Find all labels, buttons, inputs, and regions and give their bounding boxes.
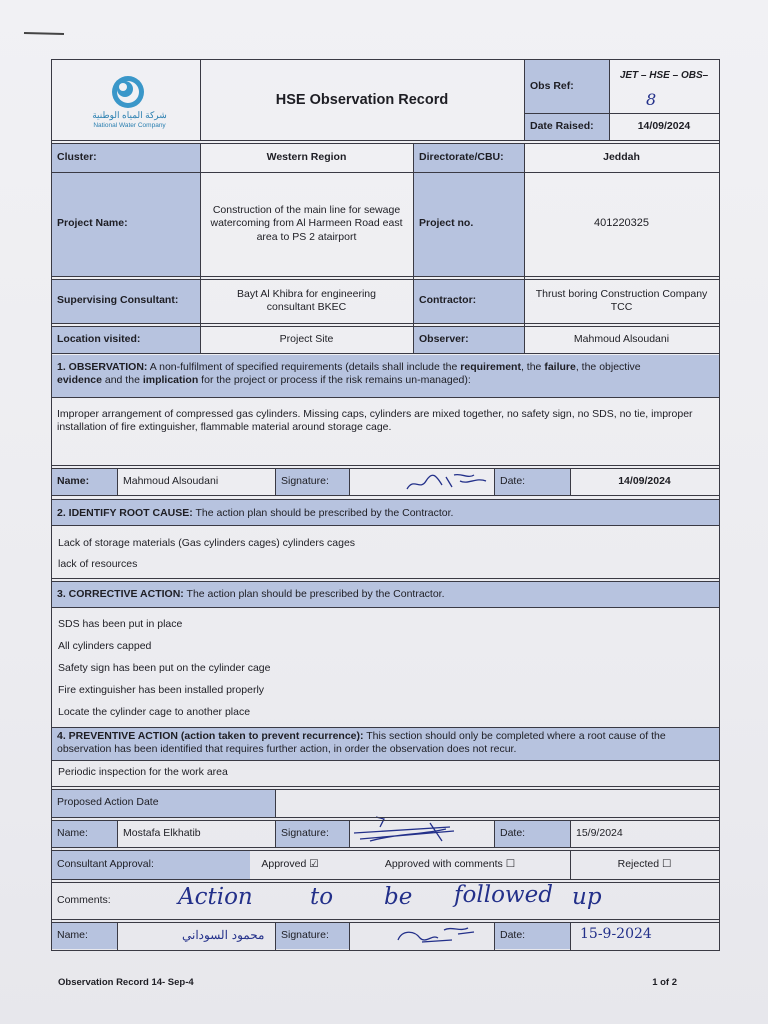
- preventive-name-value: Mostafa Elkhatib: [123, 826, 201, 839]
- approval-name-label: Name:: [51, 922, 117, 949]
- obs-ref-label: Obs Ref:: [524, 60, 609, 113]
- project-no-label: Project no.: [413, 172, 524, 276]
- preventive-signature: [350, 813, 460, 847]
- observation-text: Improper arrangement of compressed gas cylinders. Missing caps, cylinders are mixed together, no safety sign, no SDS, no tie, improper installation of fire extinguisher, flammable material around storage cage.: [57, 408, 693, 434]
- supervising-consultant-value: Bayt Al Khibra for engineering consultant BKEC: [237, 287, 376, 313]
- project-name-value: Construction of the main line for sewage watercoming from Al Harmeen Road east area to PS 2 atairport: [210, 204, 403, 243]
- directorate-value: Jeddah: [603, 150, 640, 163]
- preventive-text: Periodic inspection for the work area: [58, 766, 228, 778]
- comments-label: Comments:: [57, 894, 111, 907]
- logo: [57, 60, 200, 140]
- footer-document-id: Observation Record 14- Sep-4: [58, 977, 194, 988]
- root-cause-line: Lack of storage materials (Gas cylinders cages) cylinders cages: [58, 537, 356, 549]
- preventive-name-label: Name:: [51, 820, 117, 847]
- root-cause-line: lack of resources: [58, 558, 138, 570]
- approval-signature-label: Signature:: [275, 922, 349, 949]
- directorate-label: Directorate/CBU:: [413, 143, 524, 172]
- approved-with-comments-checkbox[interactable]: Approved with comments ☐: [384, 857, 516, 870]
- corrective-heading: 3. CORRECTIVE ACTION: The action plan should be prescribed by the Contractor.: [51, 581, 719, 607]
- approval-name-handwritten: محمود السوداني: [182, 928, 265, 942]
- logo-arabic-name: شركة المياه الوطنية: [92, 110, 167, 120]
- page-title: HSE Observation Record: [275, 91, 449, 108]
- logo-english-name: National Water Company: [93, 122, 166, 129]
- approval-signature: [392, 922, 482, 948]
- water-drop-logo-icon: [108, 72, 148, 112]
- root-cause-heading: 2. IDENTIFY ROOT CAUSE: The action plan should be prescribed by the Contractor.: [51, 500, 719, 525]
- comments-word: to: [310, 884, 334, 910]
- comments-word: up: [572, 884, 602, 910]
- consultant-approval-label: Consultant Approval:: [51, 850, 250, 879]
- observation-signature-label: Signature:: [275, 468, 349, 495]
- cluster-label: Cluster:: [51, 143, 200, 172]
- location-label: Location visited:: [51, 326, 200, 353]
- footer-page-number: 1 of 2: [652, 977, 677, 988]
- observation-signature: [402, 467, 492, 495]
- observer-value: Mahmoud Alsoudani: [573, 332, 670, 345]
- date-raised-value: 14/09/2024: [637, 119, 691, 132]
- approval-date-handwritten: 15-9-2024: [580, 926, 652, 942]
- supervising-consultant-label: Supervising Consultant:: [51, 279, 200, 323]
- contractor-label: Contractor:: [413, 279, 524, 323]
- preventive-heading: 4. PREVENTIVE ACTION (action taken to prevent recurrence): This section should only be completed where a root cause of the observation has been identified that requires further action, in order the observation does not recur.: [51, 727, 719, 760]
- approval-date-label: Date:: [494, 922, 570, 949]
- corrective-line: SDS has been put in place: [58, 618, 183, 630]
- project-no-value: 401220325: [593, 217, 650, 230]
- obs-ref-handwritten-number: 8: [646, 90, 657, 109]
- project-name-label: Project Name:: [51, 172, 200, 276]
- observation-date-label: Date:: [494, 468, 570, 495]
- corrective-line: All cylinders capped: [58, 640, 152, 652]
- observation-date-value: 14/09/2024: [618, 474, 671, 487]
- comments-word: Action: [178, 884, 253, 910]
- contractor-value: Thrust boring Construction Company TCC: [535, 287, 708, 313]
- preventive-signature-label: Signature:: [275, 820, 349, 847]
- date-raised-label: Date Raised:: [524, 113, 609, 140]
- observation-name-label: Name:: [51, 468, 117, 495]
- preventive-date-value: 15/9/2024: [576, 826, 623, 839]
- location-value: Project Site: [279, 332, 334, 345]
- comments-word: be: [384, 884, 413, 910]
- comments-word: followed: [454, 882, 553, 908]
- approved-checkbox[interactable]: Approved ☑: [261, 857, 319, 870]
- observation-heading: 1. OBSERVATION: A non-fulfilment of specified requirements (details shall include the requirement, the failure, the objective evidence and the implication for the project or process if the risk remains un-managed):: [51, 355, 719, 397]
- observation-name-value: Mahmoud Alsoudani: [123, 474, 219, 487]
- observer-label: Observer:: [413, 326, 524, 353]
- corrective-line: Safety sign has been put on the cylinder cage: [58, 662, 271, 674]
- rejected-checkbox[interactable]: Rejected ☐: [617, 857, 672, 870]
- preventive-date-label: Date:: [494, 820, 570, 847]
- corrective-line: Locate the cylinder cage to another place: [58, 706, 251, 718]
- cluster-value: Western Region: [266, 150, 347, 163]
- obs-ref-value: JET – HSE – OBS–: [619, 70, 709, 81]
- corrective-line: Fire extinguisher has been installed properly: [58, 684, 265, 696]
- proposed-action-date-label: Proposed Action Date: [51, 789, 275, 817]
